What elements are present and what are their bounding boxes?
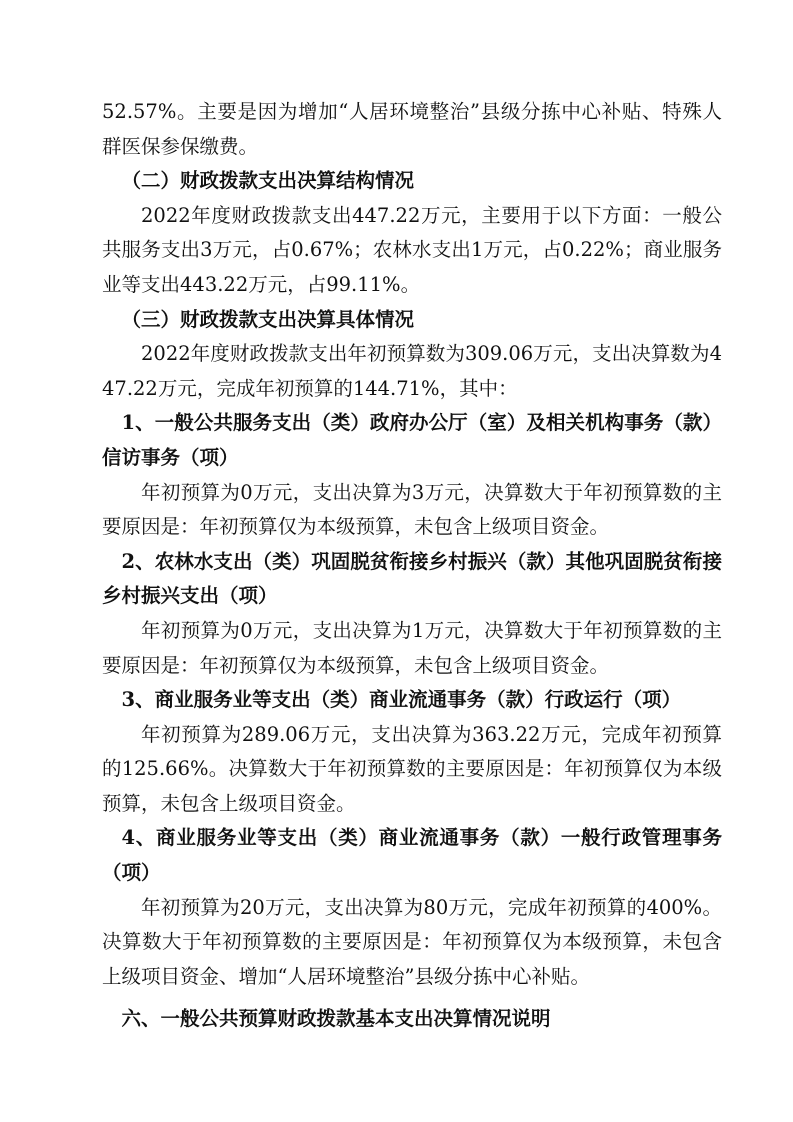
document-page	[102, 95, 722, 1037]
paragraph-details-summary: 2022年度财政拨款支出年初预算数为309.06万元，支出决算数为447.22万元，完成年初预算的144.71%，其中：	[102, 342, 722, 400]
section-heading-structure: （二）财政拨款支出决算结构情况	[121, 169, 415, 193]
item-heading-2: 2、农林水支出（类）巩固脱贫衔接乡村振兴（款）其他巩固脱贫衔接乡村振兴支出（项）	[102, 549, 722, 608]
item-heading-3: 3、商业服务业等支出（类）商业流通事务（款）行政运行（项）	[121, 688, 682, 712]
section-heading-details: （三）财政拨款支出决算具体情况	[121, 307, 415, 331]
item-paragraph-3: 年初预算为289.06万元，支出决算为363.22万元，完成年初预算的125.66%。决算数大于年初预算数的主要原因是：年初预算仅为本级预算，未包含上级项目资金。	[102, 722, 722, 815]
item-paragraph-1: 年初预算为0万元，支出决算为3万元，决算数大于年初预算数的主要原因是：年初预算仅为本级预算，未包含上级项目资金。	[102, 480, 722, 539]
item-heading-4: 4、商业服务业等支出（类）商业流通事务（款）一般行政管理事务（项）	[102, 826, 722, 885]
chapter-heading-basic-expenditure: 六、一般公共预算财政拨款基本支出决算情况说明	[121, 1007, 551, 1031]
item-heading-1: 1、一般公共服务支出（类）政府办公厅（室）及相关机构事务（款）信访事务（项）	[102, 411, 722, 469]
paragraph-continuation: 52.57%。主要是因为增加“人居环境整治”县级分拣中心补贴、特殊人群医保参保缴费。	[102, 100, 722, 158]
paragraph-structure: 2022年度财政拨款支出447.22万元，主要用于以下方面：一般公共服务支出3万元，占0.67%；农林水支出1万元，占0.22%；商业服务业等支出443.22万元，占99.11%。	[102, 203, 722, 296]
item-paragraph-2: 年初预算为0万元，支出决算为1万元，决算数大于年初预算数的主要原因是：年初预算仅为本级预算，未包含上级项目资金。	[102, 618, 722, 677]
item-paragraph-4: 年初预算为20万元，支出决算为80万元，完成年初预算的400%。决算数大于年初预算数的主要原因是：年初预算仅为本级预算，未包含上级项目资金、增加“人居环境整治”县级分拣中心补贴。	[102, 895, 722, 988]
